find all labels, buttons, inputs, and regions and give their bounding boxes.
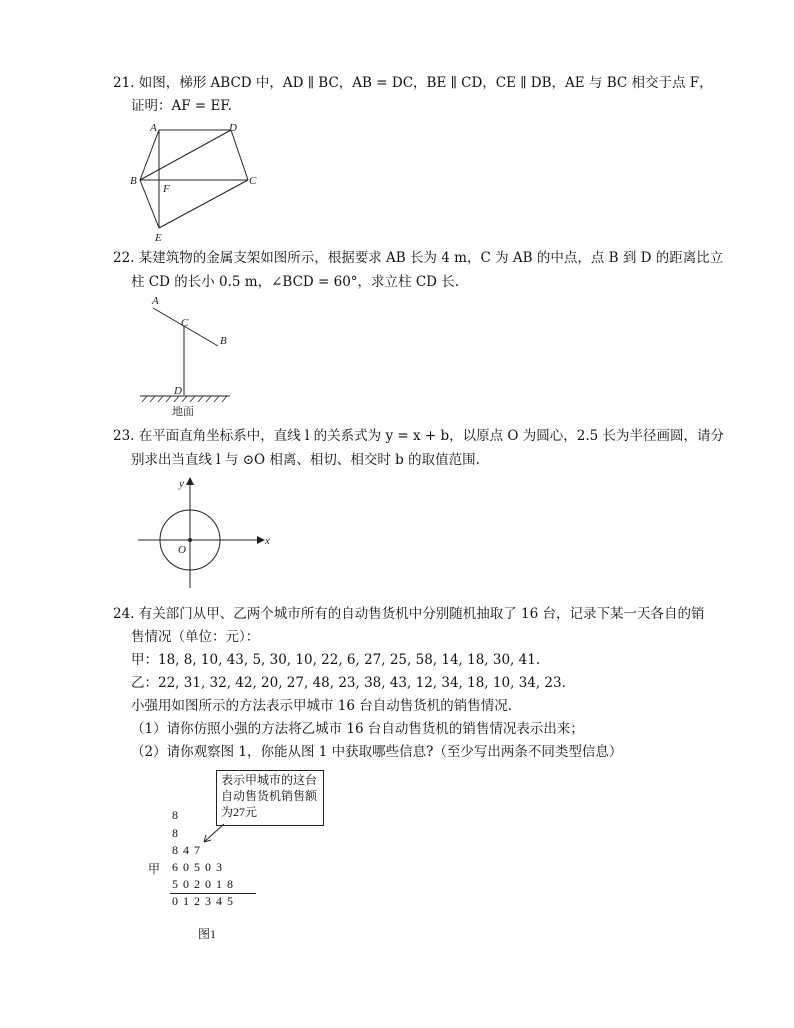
plot-row-2: 8 — [172, 826, 178, 840]
segment-ce — [159, 180, 248, 228]
callout-arrow — [196, 820, 236, 850]
label-d: D — [174, 385, 182, 397]
q23-text-line1: 23. 在平面直角坐标系中，直线 l 的关系式为 y = x + b，以原点 O 为圆心，2.5 长为半径画圆，请分 — [113, 428, 725, 444]
origin-point — [188, 538, 192, 542]
label-f: F — [163, 183, 170, 195]
label-d: D — [229, 122, 237, 134]
q24-sub-question-2: （2）请你观察图 1，你能从图 1 中获取哪些信息?（至少写出两条不同类型信息） — [131, 744, 623, 760]
plot-row-1: 8 — [172, 808, 178, 822]
callout-line2: 自动售货机销售额 — [221, 789, 318, 803]
q24-text-line5: 小强用如图所示的方法表示甲城市 16 台自动售货机的销售情况. — [131, 698, 513, 714]
callout-line1: 表示甲城市的这台 — [221, 773, 318, 787]
q24-sub-question-1: （1）请你仿照小强的方法将乙城市 16 台自动售货机的销售情况表示出来； — [131, 721, 584, 737]
q24-data-yi: 乙：22, 31, 32, 42, 20, 27, 48, 23, 38, 43, 12, 34, 18, 10, 34, 23. — [131, 675, 566, 691]
label-x: x — [265, 535, 270, 547]
q21-text-line2: 证明：AF = EF. — [131, 98, 232, 114]
callout-box — [216, 770, 324, 826]
label-y: y — [179, 478, 184, 490]
q21-text-line1: 21. 如图，梯形 ABCD 中，AD ∥ BC，AB = DC，BE ∥ CD，CE ∥ DB，AE 与 BC 相交于点 F， — [113, 75, 713, 91]
segment-bd — [140, 130, 231, 180]
q21-trapezoid-figure — [128, 118, 268, 243]
plot-row-4: 6 0 5 0 3 — [172, 860, 222, 874]
figure-caption: 图1 — [198, 927, 217, 941]
label-b: B — [220, 335, 227, 347]
callout-line3: 为27元 — [221, 805, 258, 819]
segment-ab — [140, 130, 159, 180]
ground-label: 地面 — [172, 406, 194, 418]
q24-text-line2: 售情况（单位：元）： — [131, 629, 260, 645]
label-a: A — [150, 122, 157, 134]
q23-text-line2: 别求出当直线 l 与 ⊙O 相离、相切、相交时 b 的取值范围. — [131, 452, 480, 468]
q22-text-line1: 22. 某建筑物的金属支架如图所示，根据要求 AB 长为 4 m，C 为 AB 的中点，点 B 到 D 的距离比立 — [113, 250, 724, 266]
label-c: C — [249, 175, 257, 187]
plot-row-5: 5 0 2 0 1 8 — [172, 877, 233, 891]
label-b: B — [130, 175, 137, 187]
segment-be — [140, 180, 159, 228]
plot-row-3: 8 4 7 — [172, 843, 200, 857]
q24-text-line1: 24. 有关部门从甲、乙两个城市所有的自动售货机中分别随机抽取了 16 台，记录下某一天各自的销 — [113, 606, 705, 622]
segment-dc — [231, 130, 248, 180]
q22-text-line2: 柱 CD 的长小 0.5 m，∠BCD = 60°，求立柱 CD 长. — [131, 274, 460, 290]
q24-data-jia: 甲：18, 8, 10, 43, 5, 30, 10, 22, 6, 27, 25, 58, 14, 18, 30, 41. — [131, 652, 541, 668]
label-a: A — [152, 295, 159, 307]
q22-support-figure — [132, 292, 242, 422]
plot-row-axis: 0 1 2 3 4 5 — [172, 894, 233, 908]
label-o: O — [178, 544, 186, 556]
label-e: E — [155, 232, 162, 243]
q23-circle-figure — [134, 474, 279, 594]
ground-hatching — [142, 396, 227, 402]
plot-row-label-jia: 甲 — [148, 862, 161, 876]
label-c: C — [181, 317, 189, 329]
